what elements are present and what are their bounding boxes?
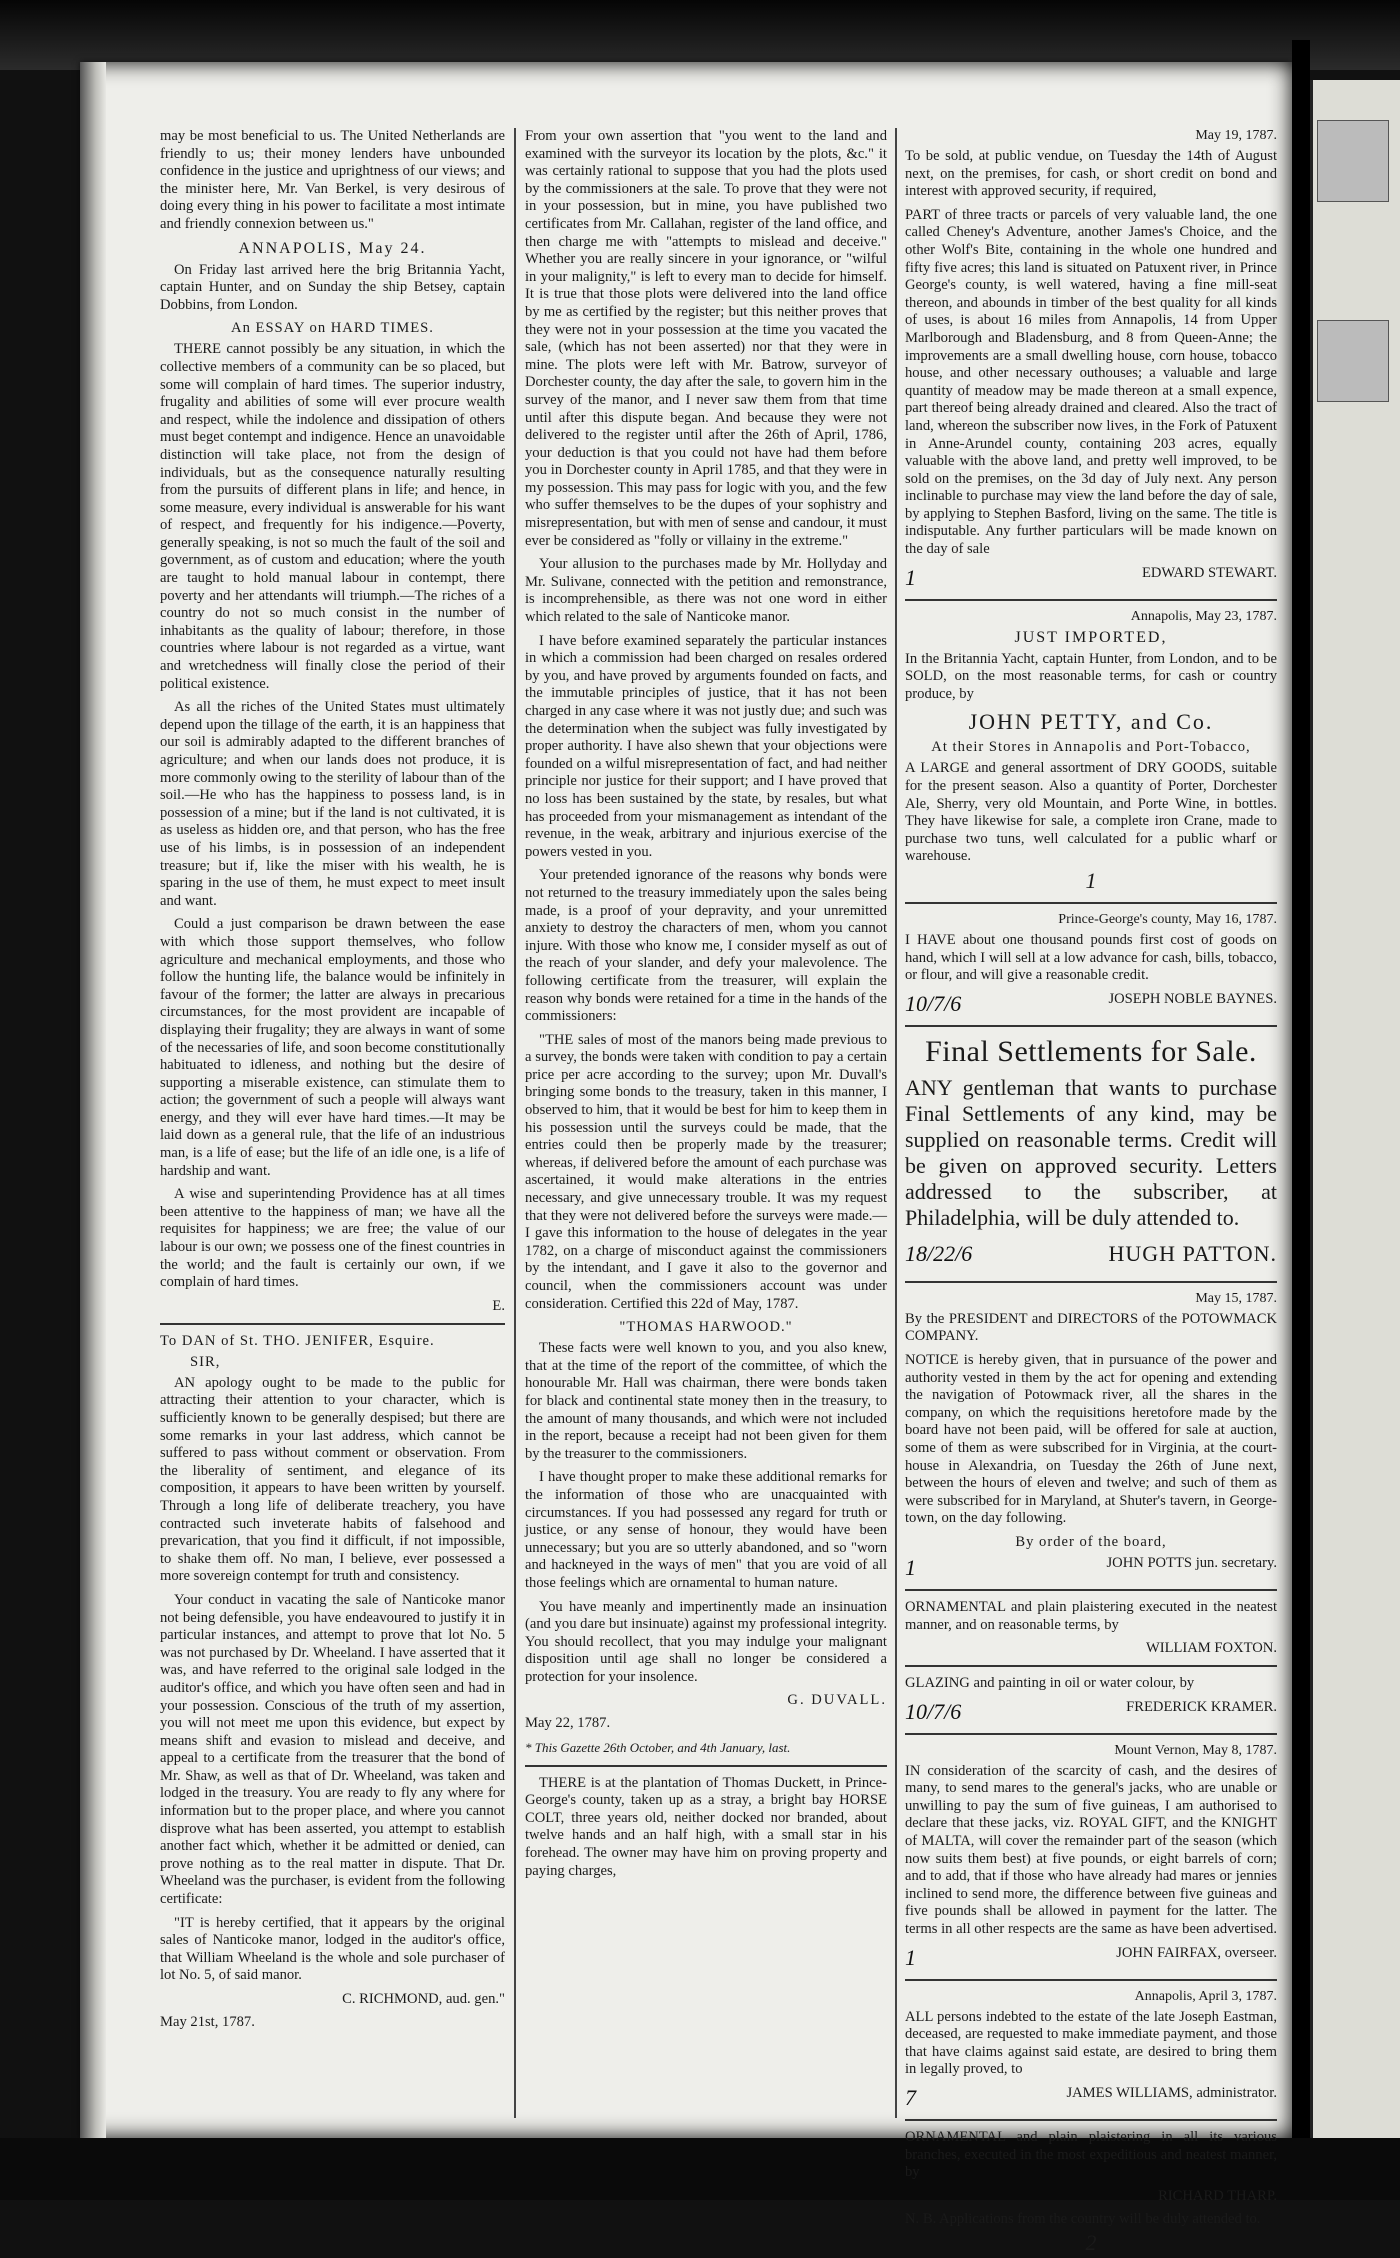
order-line: By order of the board,: [1015, 1533, 1167, 1550]
ad-date: May 19, 1787.: [1195, 128, 1277, 143]
essay-heading: An ESSAY on HARD TIMES.: [231, 320, 434, 337]
letter-salutation: SIR,: [190, 1353, 221, 1370]
section-divider: [525, 1765, 887, 1767]
scan-gutter: [1292, 40, 1310, 2200]
final-settlements-title: Final Settlements for Sale.: [925, 1034, 1257, 1068]
section-divider: [905, 1979, 1277, 1981]
gazette-note: * This Gazette 26th October, and 4th January, last.: [525, 1740, 791, 1756]
ad-signature: FREDERICK KRAMER.: [1126, 1698, 1277, 1715]
mount-vernon-body: IN consideration of the scarcity of cash, and the desires of many, to send mares to the general's jacks, who are unable or unwilling to pay the sum of five guineas, I am authorised to declare that these jacks, viz. ROYAL GIFT, and the KNIGHT of MALTA, will cover the remainder part of the season (which now suits them best) at five pounds, or eight barrels of corn; and to add, that if those who have already had mares or jennies inclined to send more, the difference between five guineas and five pounds shall be allowed in payment for the latter. The terms in all other respects are the same as have been advertised.: [905, 1762, 1277, 1938]
kramer-body: GLAZING and painting in oil or water colour, by: [905, 1675, 1195, 1692]
essay-paragraph: THERE cannot possibly be any situation, in which the collective members of a community can be so placed, but some will complain of hard times. The superior industry, frugality and abilities of some will ever procure wealth and respect, while the indolence and dissipation of others must beget contempt and indigence. Hence an unavoidable distinction will take place, not from the design of individuals, but as the consequence naturally resulting from the pursuits of different plans in life; and hence, in some measure, every individual is answerable for his want of respect, and frequently for his indigence.—Poverty, generally speaking, is not so much the fault of the soil and government, as of custom and education; where the youth are taught to hold manual labour in contempt, there poverty and her attendants will triumph.—The riches of a country do not so much consist in the number of inhabitants as the quality of labour; therefore, in those countries where labour is not regarded as a virtue, want and wretchedness will finally close the period of their political existence.: [160, 341, 505, 692]
section-divider: [160, 1323, 505, 1325]
page-fold-shadow: [80, 62, 106, 2138]
column-2: [525, 128, 887, 1886]
land-sale-body: PART of three tracts or parcels of very valuable land, the one called Cheney's Adventure, another James's Choice, and the other Wolf's Bite, containing in the whole one hundred and fifty five acres; this land is situated on Patuxent river, in Prince George's county, is well watered, having a fine mill-seat thereon, and abounds in timber of the best quality for all kinds of uses, is about 16 miles from Annapolis, 14 from Upper Marlborough and Bladensburg, and 8 from Queen-Anne; the improvements are a small dwelling house, corn house, tobacco house, and other necessary outhouses; a valuable and large quantity of meadow may be made thereon at a small expence, part thereof being already drained and cleared. Also the tract of land, whereon the subscriber now lives, in the Fork of Patuxent in Anne-Arundel county, containing 203 acres, equally valuable with the above land, and pretty well improved, to be sold on the premises, on the 3d day of July next. Any person inclinable to purchase may view the land before the day of sale, by applying to Stephen Basford, living on the same. The title is indisputable. Any further particulars will be made known on the day of sale: [905, 206, 1277, 558]
stray-colt-notice: THERE is at the plantation of Thomas Duckett, in Prince-George's county, taken up as a stray, a bright bay HORSE COLT, three years old, neither docked nor branded, about twelve hands and an half high, with a small star in his forehead. The owner may have him on proving property and paying charges,: [525, 1774, 887, 1879]
ad-date: May 15, 1787.: [1195, 1290, 1277, 1306]
letter-paragraph: Your allusion to the purchases made by Mr. Hollyday and Mr. Sulivane, connected with the petition and remonstrance, is incomprehensible, as there was not one word in either which related to the sale of Nanticoke manor.: [525, 556, 887, 626]
section-divider: [905, 1589, 1277, 1591]
eastman-body: ALL persons indebted to the estate of the late Joseph Eastman, deceased, are requested to make immediate payment, and those that have claims against said estate, are desired to bring them in legally proved, to: [905, 2008, 1277, 2078]
ad-signature: WILLIAM FOXTON.: [1145, 1640, 1277, 1657]
potowmack-body: NOTICE is hereby given, that in pursuance of the power and authority vested in them by the act for opening and extending the navigation of Potowmack river, all the shares in the company, on which the requisitions heretofore made by the board have not been paid, will be offered for sale at auction, some of them as were subscribed for in Virginia, at the court-house in Alexandria, on Tuesday the 26th of June next, between the hours of eleven and twelve; and such of them as were subscribed for in Maryland, at Shuter's tavern, in George-town, on the day following.: [905, 1351, 1277, 1527]
petty-body: A LARGE and general assortment of DRY GOODS, suitable for the present season. Also a quantity of Porter, Dorchester Ale, Sherry, very old Mountain, and Porte Wine, in bottles. They have likewise for sale, a complete iron Crane, made to purchase two tuns, well calculated for a public wharf or warehouse.: [905, 760, 1277, 865]
merchant-name: JOHN PETTY, and Co.: [968, 709, 1214, 735]
section-divider: [905, 2119, 1277, 2121]
tharp-body: ORNAMENTAL and plain plaistering in all its various branches, executed in the most expeditious and neatest manner, by: [905, 2129, 1277, 2181]
letter-signature: G. DUVALL.: [787, 1692, 887, 1709]
tharp-note: N. B. Applications from the country will be duly attended to.: [905, 2210, 1261, 2227]
ad-signature: EDWARD STEWART.: [1141, 564, 1277, 581]
ad-date: Prince-George's county, May 16, 1787.: [1058, 912, 1277, 927]
section-divider: [905, 1665, 1277, 1667]
column-rule: [895, 128, 897, 2118]
final-settlements-body: ANY gentleman that wants to purchase Final Settlements of any kind, may be supplied on reasonable terms. Credit will be given on approved security. Letters addressed to the subscriber, at Philadelphia, will be duly attended to.: [905, 1074, 1277, 1230]
letter-date: May 21st, 1787.: [160, 2014, 255, 2030]
ad-signature: RICHARD THARP.: [1158, 2187, 1277, 2204]
essay-paragraph: As all the riches of the United States must ultimately depend upon the tillage of the earth, it is an happiness that our soil is admirably adapted to the different branches of agriculture; and when our lands does not produce, it is more commonly owing to the sterility of labour than of the soil.—He who has the happiness to possess land, is in possession of a mine; but if the land is not cultivated, it is as useless as hidden ore, and that person, who has the free use of his limbs, is in possession of an independent treasure; but if, like the miser with his wealth, he is sparing in the use of them, he must expect to meet insult and want.: [160, 699, 505, 909]
horse-woodcut-image: [1317, 320, 1389, 402]
column-rule: [514, 128, 516, 2118]
treasurer-certificate: "THE sales of most of the manors being made previous to a survey, the bonds were taken with condition to pay a certain price per acre according to the survey; upon Mr. Duvall's bringing some bonds to the treasury, taken in this manner, I observed to him, that it would be best for him to keep them in his possession until the surveys could be made, that the entries could then be properly made by the treasurer; whereas, if delivered before the amount of each purchase was ascertained, it would make alterations in the entries necessary, and give unnecessary trouble. It was my request that they were not delivered before the surveys were made.—I gave this information to the house of delegates in the year 1782, on a charge of misconduct against the commissioners by the intendant, and I gave it also to the governor and council, when the commissioners account was under consideration. Certified this 22d of May, 1787.: [525, 1031, 887, 1312]
handwritten-mark: 1: [905, 1554, 916, 1580]
potowmack-heading: By the PRESIDENT and DIRECTORS of the POTOWMACK COMPANY.: [905, 1310, 1277, 1345]
land-sale-intro: To be sold, at public vendue, on Tuesday the 14th of August next, on the premises, for cash, or short credit on bond and interest with approved security, if required,: [905, 148, 1277, 200]
ad-date: Annapolis, May 23, 1787.: [1130, 608, 1277, 624]
essay-signature: E.: [492, 1297, 505, 1314]
foxton-body: ORNAMENTAL and plain plaistering executed in the neatest manner, and on reasonable terms, by: [905, 1598, 1277, 1633]
handwritten-mark: 10/7/6: [905, 990, 962, 1016]
ad-date: Annapolis, April 3, 1787.: [1134, 1988, 1277, 2004]
ad-signature: JOSEPH NOBLE BAYNES.: [1108, 990, 1277, 1007]
petty-intro: In the Britannia Yacht, captain Hunter, from London, and to be SOLD, on the most reasonable terms, for cash or country produce, by: [905, 650, 1277, 702]
handwritten-mark: 7: [905, 2085, 916, 2110]
letter-paragraph: These facts were well known to you, and you also knew, that at the time of the report of the committee, of which the honourable Mr. Hall was chairman, there were bonds taken for black and continental state money then in the treasury, to the amount of many thousands, and which were not included in the report, because a receipt had not been given for them by the treasurer to the commissioners.: [525, 1340, 887, 1462]
ad-signature: JOHN POTTS jun. secretary.: [1106, 1554, 1277, 1571]
handwritten-mark: 1: [905, 564, 916, 590]
scan-background-top: [0, 0, 1400, 70]
handwritten-mark: 10/7/6: [905, 1698, 962, 1724]
letter-paragraph: Your conduct in vacating the sale of Nanticoke manor not being defensible, you have endeavoured to justify it in particular instances, and attempt to prove that lot No. 5 was not purchased by Dr. Wheeland. I have asserted that it was, and have referred to the original sale lodged in the auditor's office, and which you have often seen and had in your possession. Conscious of the truth of my assertion, you will not meet me upon this evidence, but expect by means shift and evasion to mislead and deceive, and appeal to a certificate from the treasurer that the bond of Mr. Shaw, as well as that of Dr. Wheeland, was taken and lodged in the treasury. You are ready to fly any where for information but to the proper place, and where you cannot disprove what has been asserted, you attempt to establish another fact which, whether it be admitted or denied, can prove nothing as to the real matter in dispute. That Dr. Wheeland was the purchaser, is evident from the following certificate:: [160, 1591, 505, 1908]
section-divider: [905, 599, 1277, 601]
ad-signature: JOHN FAIRFAX, overseer.: [1116, 1944, 1277, 1961]
adjacent-page-fragment: [1310, 80, 1400, 2180]
section-divider: [905, 1733, 1277, 1735]
ad-signature: JAMES WILLIAMS, administrator.: [1066, 2085, 1277, 2101]
letter-heading: To DAN of St. THO. JENIFER, Esquire.: [160, 1332, 435, 1349]
baynes-body: I HAVE about one thousand pounds first cost of goods on hand, which I will sell at a low advance for cash, bills, tobacco, or flour, and will give a reasonable credit.: [905, 932, 1277, 984]
horse-woodcut-image: [1317, 120, 1389, 202]
certificate-paragraph: "IT is hereby certified, that it appears by the original sales of Nanticoke manor, lodged in the auditor's office, that William Wheeland is the whole and sole purchaser of lot No. 5, of said manor.: [160, 1914, 505, 1984]
annapolis-heading: ANNAPOLIS, May 24.: [238, 239, 427, 257]
section-divider: [905, 902, 1277, 904]
netherlands-paragraph: may be most beneficial to us. The United Netherlands are friendly to us; their money lenders have unbounded confidence in the justice and uprightness of our views; and the minister here, Mr. Van Berkel, is very desirous of doing every thing in his power to facilitate a most intimate and friendly connexion between us.": [160, 128, 505, 232]
letter-date: May 22, 1787.: [525, 1715, 611, 1732]
letter-paragraph: AN apology ought to be made to the public for attracting their attention to your character, which is sufficiently known to be generally despised; but there are some remarks in your last address, which cannot be suffered to pass without comment or observation. From the liberality of sentiment, and elegance of its composition, it appears to have been written by yourself. Through a long life of deliberate treachery, you have contracted such inveterate habits of falsehood and prevarication, that you find it difficult, if not impossible, to shake them off. No man, I believe, ever possessed a more sovereign contempt for truth and consistency.: [160, 1374, 505, 1585]
handwritten-mark: 1: [905, 1944, 916, 1970]
ad-signature: HUGH PATTON.: [1108, 1240, 1277, 1266]
just-imported-heading: JUST IMPORTED,: [1014, 628, 1168, 646]
ad-date: Mount Vernon, May 8, 1787.: [1114, 1742, 1277, 1758]
letter-paragraph: You have meanly and impertinently made an insinuation (and you dare but insinuate) against my professional integrity. You should recollect, that you may indulge your malignant disposition until age shall no longer be considered a protection for your insolence.: [525, 1598, 887, 1685]
column-3: [905, 128, 1277, 2258]
handwritten-mark: 2: [1085, 2230, 1097, 2256]
handwritten-mark: 1: [1085, 868, 1097, 893]
annapolis-news: On Friday last arrived here the brig Britannia Yacht, captain Hunter, and on Sunday the ship Betsey, captain Dobbins, from London.: [160, 261, 505, 313]
treasurer-signature: "THOMAS HARWOOD.": [619, 1319, 793, 1336]
handwritten-mark: 18/22/6: [905, 1240, 973, 1266]
letter-paragraph: Your pretended ignorance of the reasons why bonds were not returned to the treasury immediately upon the sales being made, is a proof of your depravity, and your unremitted anxiety to destroy the characters of men, whom you cannot injure. With those who know me, I consider myself as out of the reach of your slander, and defy your malevolence. The following certificate from the treasurer, will explain the reason why bonds were retained for a time in the hands of the commissioners:: [525, 867, 887, 1025]
certificate-signature: C. RICHMOND, aud. gen.": [342, 1991, 505, 2007]
column-1: [160, 128, 505, 2038]
essay-paragraph: Could a just comparison be drawn between the ease with which those support themselves, who follow agriculture and mechanical employments, and those who follow the hunting life, the balance would be infinitely in favour of the former; the latter are always in precarious circumstances, for the most provident are incapable of displaying their frugality; they are always in want of some of the necessaries of life, and soon become constitutionally habituated to idleness, and nothing but the desire of supporting a miserable existence, can stimulate them to action; the government of such a people will always want energy, and they will ever have hard times.—It may be laid down as a general rule, that the life of an industrious man, is a life of ease; but the life of an idle one, is a life of hardship and want.: [160, 916, 505, 1179]
section-divider: [905, 1025, 1277, 1027]
merchant-stores: At their Stores in Annapolis and Port-Tobacco,: [931, 739, 1251, 756]
section-divider: [905, 1281, 1277, 1283]
letter-paragraph: From your own assertion that "you went to the land and examined with the surveyor its location by the plots, &c." it was certainly rational to suppose that you had the plots used by the commissioners at the sale. To prove that they were not in your possession, but in mine, you have published two certificates from Mr. Callahan, register of the land office, and then charge me with "attempts to mislead and deceive." Whether you are really sincere in your ignorance, or "wilful in your malignity," is left to every man to decide for himself. It is true that those plots were delivered into the land office by me as certified by the register; but this neither proves that they were not in your possession at the time you vacated the sale, (which has not been asserted) nor that they were in mine. The plots were left with Mr. Batrow, surveyor of Dorchester county, the day after the sale, to govern him in the survey of the manor, and I never saw them from that time until after this dispute began. And because they were not delivered to the register until after the 26th of April, 1786, your deduction is that you could not have had them before you in Dorchester county in April 1785, and that they were in my possession. This may pass for logic with you, and the few who suffer themselves to be the dupes of your sophistry and misrepresentation, but with men of sense and candour, it must ever be considered as "folly or villainy in the extreme.": [525, 128, 887, 549]
essay-paragraph: A wise and superintending Providence has at all times been attentive to the happiness of man; we have all the requisites for happiness; we are free; the value of our labour is our own; we possess one of the finest countries in the world; and the fault is certainly our own, if we complain of hard times.: [160, 1186, 505, 1291]
letter-paragraph: I have before examined separately the particular instances in which a commission had been charged on resales ordered by you, and have proved by arguments founded on facts, and the immutable principles of justice, that it has not been charged in any case where it was not justly due; and such was the determination when the subject was fully investigated by proper authority. I have also shewn that your objections were founded on a wilful misrepresentation of fact, and had neither principle nor justice for their support; and I have proved that no loss has been sustained by the state, by resales, but what has proceeded from your mismanagement as intendant of the revenue, in the weak, arbitrary and injurious exercise of the powers vested in you.: [525, 632, 887, 860]
letter-paragraph: I have thought proper to make these additional remarks for the information of those who are unacquainted with circumstances. If you had possessed any regard for truth or justice, or any sense of honour, they would have been unnecessary; but you are so utterly abandoned, and so "worn and hackneyed in the ways of men" that you are void of all those feelings which are ornamental to human nature.: [525, 1469, 887, 1591]
